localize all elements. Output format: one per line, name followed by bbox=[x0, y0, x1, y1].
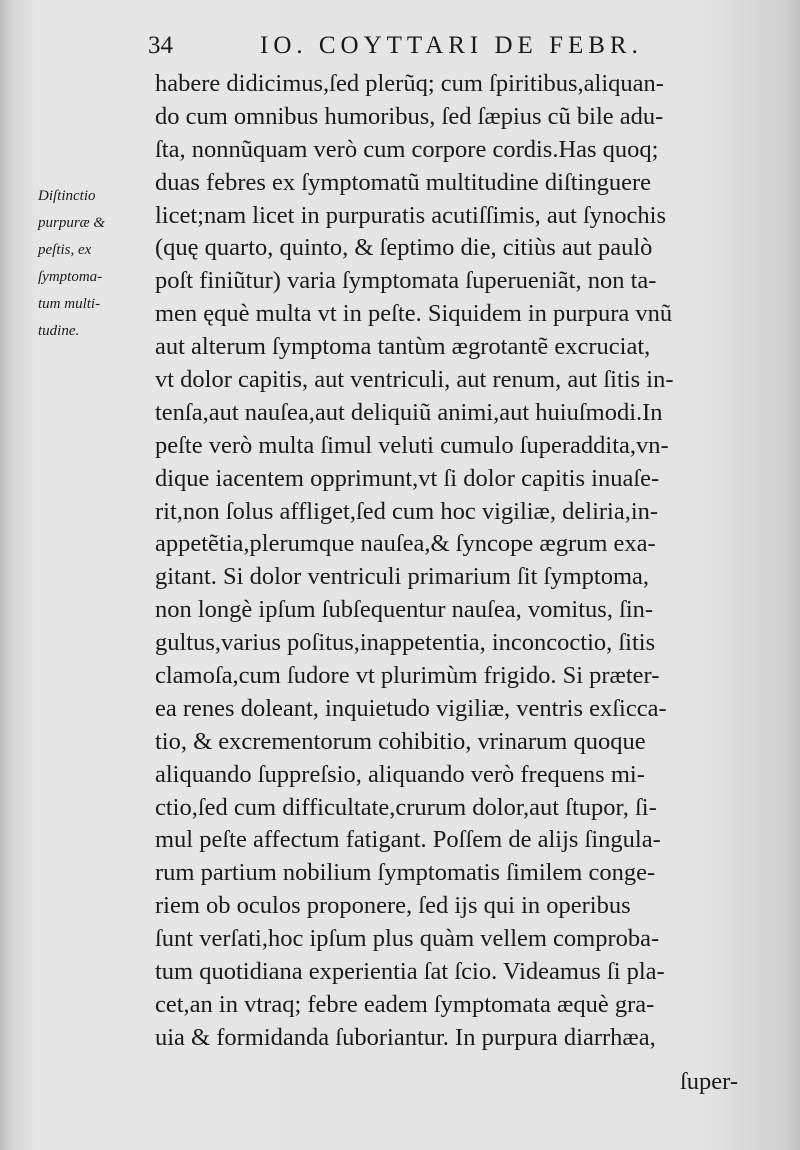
margin-note-line: purpuræ & bbox=[38, 215, 106, 231]
margin-note-line: ſymptoma- bbox=[38, 269, 103, 285]
text-line: appetẽtia,plerumque nauſea,& ſyncope ægrum exa- bbox=[155, 530, 656, 558]
text-line: (quę quarto, quinto, & ſeptimo die, citiùs aut paulò bbox=[155, 234, 653, 262]
text-line: duas febres ex ſymptomatũ multitudine diſtinguere bbox=[155, 168, 652, 196]
text-line: dique iacentem opprimunt,vt ſi dolor capitis inuaſe- bbox=[155, 464, 660, 492]
text-line: rum partium nobilium ſymptomatis ſimilem conge- bbox=[155, 859, 656, 887]
text-line: tenſa,aut nauſea,aut deliquiũ animi,aut huiuſmodi.In bbox=[155, 398, 663, 426]
text-line: vt dolor capitis, aut ventriculi, aut renum, aut ſitis in- bbox=[155, 366, 674, 394]
text-line: non longè ipſum ſubſequentur nauſea, vomitus, ſin- bbox=[155, 596, 654, 624]
text-line: tio, & excrementorum cohibitio, vrinarum quoque bbox=[155, 727, 646, 755]
text-line: ſta, nonnũquam verò cum corpore cordis.Has quoq; bbox=[155, 135, 659, 163]
text-line: gultus,varius poſitus,inappetentia, inconcoctio, ſitis bbox=[155, 629, 656, 657]
text-line: riem ob oculos proponere, ſed ijs qui in operibus bbox=[155, 892, 631, 920]
text-line: ctio,ſed cum difficultate,crurum dolor,aut ſtupor, ſi- bbox=[155, 793, 657, 821]
text-line: poſt finiũtur) varia ſymptomata ſuperueniãt, non ta- bbox=[155, 267, 657, 295]
body-text bbox=[155, 68, 795, 1055]
text-line: men ęquè multa vt in peſte. Siquidem in purpura vnũ bbox=[155, 300, 673, 328]
margin-note-line: peſtis, ex bbox=[38, 242, 92, 258]
catchword: ſuper- bbox=[680, 1068, 739, 1095]
text-line: ſunt verſati,hoc ipſum plus quàm vellem comproba- bbox=[155, 925, 660, 953]
text-line: aut alterum ſymptoma tantùm ægrotantẽ excruciat, bbox=[155, 333, 651, 361]
text-line: gitant. Si dolor ventriculi primarium ſit ſymptoma, bbox=[155, 563, 650, 591]
header-title: IO. COYTTARI DE FEBR. bbox=[260, 32, 643, 59]
margin-note-line: tudine. bbox=[38, 323, 80, 339]
text-line: mul peſte affectum fatigant. Poſſem de alijs ſingula- bbox=[155, 826, 661, 854]
text-line: cet,an in vtraq; febre eadem ſymptomata æquè gra- bbox=[155, 990, 655, 1018]
margin-note-line: Diſtinctio bbox=[38, 188, 96, 204]
page-number: 34 bbox=[148, 32, 173, 59]
text-line: clamoſa,cum ſudore vt plurimùm frigido. Si præter- bbox=[155, 662, 660, 690]
margin-note bbox=[38, 183, 138, 345]
text-line: do cum omnibus humoribus, ſed ſæpius cũ bile adu- bbox=[155, 102, 664, 130]
text-line: peſte verò multa ſimul veluti cumulo ſuperaddita,vn- bbox=[155, 431, 669, 459]
text-line: tum quotidiana experientia ſat ſcio. Videamus ſi pla- bbox=[155, 958, 665, 986]
text-line: habere didicimus,ſed plerũq; cum ſpiritibus,aliquan- bbox=[155, 70, 664, 97]
margin-note-line: tum multi- bbox=[38, 296, 101, 312]
text-line: rit,non ſolus affliget,ſed cum hoc vigiliæ, deliria,in- bbox=[155, 497, 659, 525]
text-line: aliquando ſuppreſsio, aliquando verò frequens mi- bbox=[155, 760, 645, 788]
text-line: ea renes doleant, inquietudo vigiliæ, ventris exſicca- bbox=[155, 694, 667, 722]
text-line: uia & formidanda ſuboriantur. In purpura diarrhæa, bbox=[155, 1023, 656, 1051]
text-line: licet;nam licet in purpuratis acutiſſimis, aut ſynochis bbox=[155, 201, 666, 229]
running-head bbox=[148, 32, 668, 72]
